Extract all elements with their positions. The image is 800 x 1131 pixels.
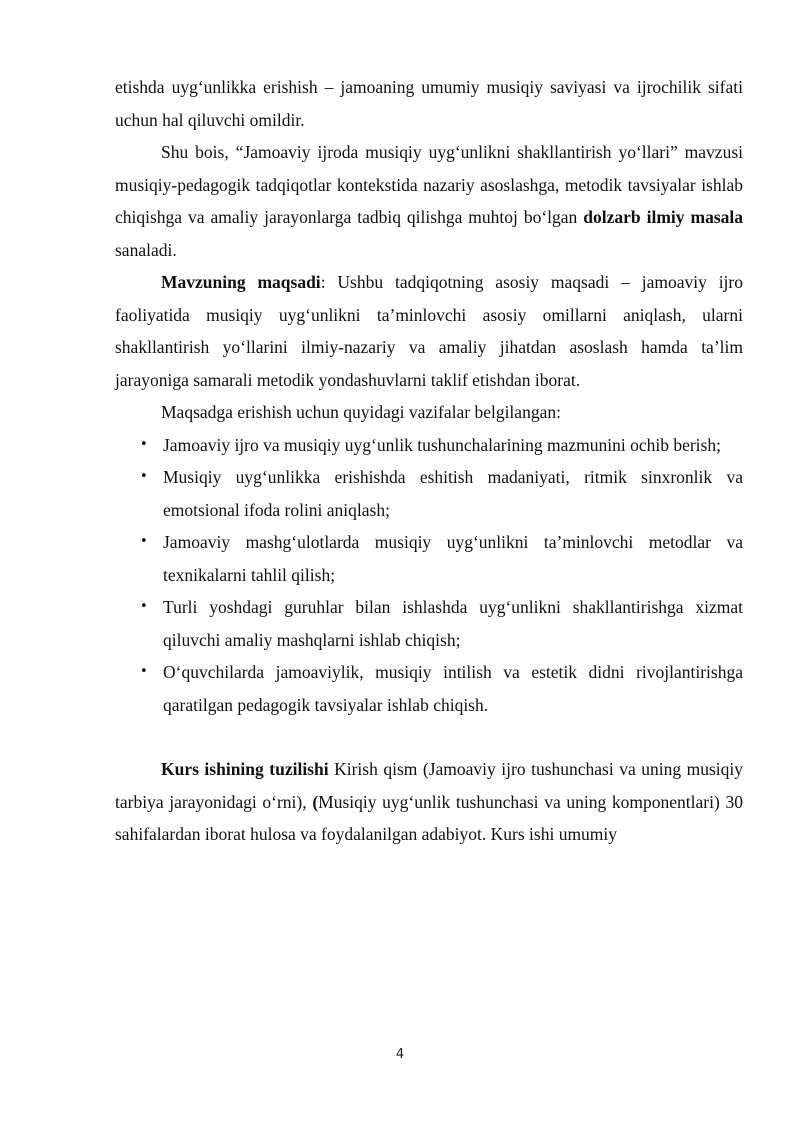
paragraph-text: Kirish qism (Jamoaviy ijro tushunchasi va uning musiqiy tarbiya jarayonidagi o‘rni), [115, 759, 743, 812]
bullet-icon: • [140, 469, 148, 484]
paragraph-text: sanaladi. [115, 239, 177, 260]
list-item [115, 656, 743, 721]
bullet-icon: • [140, 664, 148, 679]
paragraph-text: etishda uyg‘unlikka erishish – jamoaning umumiy musiqiy saviyasi va ijrochilik sifati uchun hal qiluvchi omildir. [115, 77, 743, 130]
bold-heading: Mavzuning maqsadi [161, 272, 321, 292]
list-item-text: Turli yoshdagi guruhlar bilan ishlashda uyg‘unlikni shakllantirishga xizmat qiluvchi amaliy mashqlarni ishlab chiqish; [163, 597, 743, 650]
task-list [115, 429, 743, 722]
list-item-text: Musiqiy uyg‘unlikka erishishda eshitish madaniyati, ritmik sinxronlik va emotsional ifoda rolini aniqlash; [163, 467, 743, 520]
paragraph-continuation [115, 71, 743, 136]
bold-parenthesis: ( [312, 791, 319, 812]
list-item [115, 526, 743, 591]
bold-heading: Kurs ishining tuzilishi [161, 759, 329, 779]
list-item-text: Jamoaviy ijro va musiqiy uyg‘unlik tushunchalarining mazmunini ochib berish; [163, 434, 721, 455]
paragraph-spacer [115, 721, 743, 753]
paragraph-tasks-intro [115, 396, 743, 429]
list-item [115, 429, 743, 462]
list-item [115, 461, 743, 526]
paragraph-text: Musiqiy uyg‘unlik tushunchasi va uning komponentlari) 30 sahifalardan iborat hulosa va foydalanilgan adabiyot. Kurs ishi umumiy [115, 791, 743, 844]
page-content [115, 71, 743, 851]
list-item-text: O‘quvchilarda jamoaviylik, musiqiy intilish va estetik didni rivojlantirishga qaratilgan pedagogik tavsiyalar ishlab chiqish. [163, 662, 743, 715]
list-item [115, 591, 743, 656]
bullet-icon: • [140, 436, 148, 452]
paragraph-text: Maqsadga erishish uchun quyidagi vazifalar belgilangan: [161, 402, 561, 422]
list-item-text: Jamoaviy mashg‘ulotlarda musiqiy uyg‘unlikni ta’minlovchi metodlar va texnikalarni tahlil qilish; [163, 532, 743, 585]
paragraph-text: : Ushbu tadqiqotning asosiy maqsadi – jamoaviy ijro faoliyatida musiqiy uyg‘unlikni ta’minlovchi asosiy omillarni aniqlash, ularni shakllantirish yo‘llarini ilmiy-nazariy va amaliy jihatdan asoslash hamda ta’lim jarayoniga samarali metodik yondashuvlarni taklif etishdan iborat. [115, 272, 743, 390]
paragraph-structure [115, 753, 743, 851]
paragraph-text: Shu bois, “Jamoaviy ijroda musiqiy uyg‘unlikni shakllantirish yo‘llari” mavzusi musiqiy-pedagogik tadqiqotlar kontekstida nazariy asoslashga, metodik tavsiyalar ishlab chiqishga va amaliy jarayonlarga tadbiq qilishga muhtoj bo‘lgan [115, 142, 743, 227]
paragraph-goal [115, 266, 743, 396]
bullet-icon: • [140, 599, 148, 614]
page-number: 4 [395, 1047, 405, 1062]
bold-term: dolzarb ilmiy masala [583, 207, 743, 227]
paragraph-relevance [115, 136, 743, 266]
bullet-icon: • [140, 534, 148, 549]
